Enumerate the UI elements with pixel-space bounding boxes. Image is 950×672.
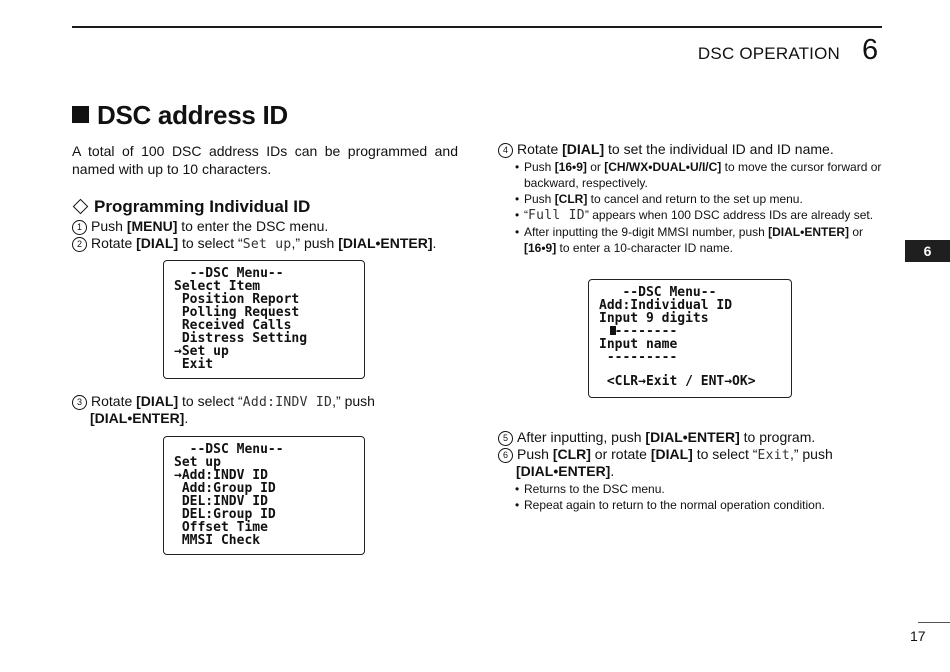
key-label: [DIAL] (562, 141, 605, 157)
step-2: 2 Rotate [DIAL] to select “Set up,” push [DIAL•ENTER]. (72, 235, 436, 253)
step-number: 5 (498, 431, 513, 446)
key-label: [DIAL] (650, 446, 693, 462)
step-6: 6 Push [CLR] or rotate [DIAL] to select “Exit,” push (498, 446, 884, 464)
screen-line: Offset Time (174, 520, 268, 535)
subsection-heading-text: Programming Individual ID (94, 197, 311, 216)
dsc-menu-screen-1 (163, 260, 365, 379)
key-label: [DIAL•ENTER] (645, 429, 740, 445)
lcd-text: Set up (242, 237, 292, 252)
screen-line: Add:Group ID (174, 481, 276, 496)
page-number-rule (918, 622, 950, 623)
step-6-continued: [DIAL•ENTER]. (516, 463, 615, 479)
bullet-item: • Push [16•9] or [CH/WX•DUAL•U/I/C] to move the cursor forward or backward, respectively. (515, 160, 882, 190)
bullet-item: • After inputting the 9-digit MMSI number, push [DIAL•ENTER] or [16•9] to enter a 10-character ID name. (515, 225, 863, 255)
screen-line: --DSC Menu-- (174, 442, 284, 457)
step-3-continued: [DIAL•ENTER]. (90, 410, 189, 426)
screen-line: Received Calls (174, 318, 292, 333)
key-label: [DIAL•ENTER] (90, 410, 185, 426)
screen-line: DEL:INDV ID (174, 494, 268, 509)
step-number: 4 (498, 143, 513, 158)
screen-line: →Add:INDV ID (174, 468, 268, 483)
screen-line: --DSC Menu-- (599, 285, 717, 300)
screen-line: -------- (599, 324, 678, 339)
step-5: 5 After inputting, push [DIAL•ENTER] to program. (498, 429, 815, 446)
bullet-item: • Push [CLR] to cancel and return to the set up menu. (515, 192, 803, 206)
key-label: [DIAL•ENTER] (516, 463, 611, 479)
screen-line: Add:Individual ID (599, 298, 733, 313)
screen-line: Input 9 digits (599, 311, 709, 326)
screen-line: <CLR→Exit / ENT→OK> (599, 374, 756, 389)
bullet-item: • Repeat again to return to the normal operation condition. (515, 498, 825, 512)
screen-line: DEL:Group ID (174, 507, 276, 522)
chapter-number: 6 (862, 34, 879, 66)
lcd-text: Full ID (528, 208, 585, 223)
step-3: 3 Rotate [DIAL] to select “Add:INDV ID,” push (72, 393, 458, 411)
black-square-icon (72, 106, 89, 123)
intro-paragraph: A total of 100 DSC address IDs can be programmed and named with up to 10 characters. (72, 143, 458, 177)
screen-line: Distress Setting (174, 331, 308, 346)
screen-line: --DSC Menu-- (174, 266, 284, 281)
lcd-text: Exit (757, 448, 790, 463)
key-label: [CLR] (552, 446, 591, 462)
screen-line: MMSI Check (174, 533, 261, 548)
screen-line: Set up (174, 455, 221, 470)
top-rule (72, 26, 882, 28)
step-number: 6 (498, 448, 513, 463)
step-number: 1 (72, 220, 87, 235)
section-heading (72, 100, 288, 131)
screen-line: Polling Request (174, 305, 300, 320)
screen-line: →Set up (174, 344, 229, 359)
screen-line: Exit (174, 357, 214, 372)
step-4-bullets (515, 159, 883, 256)
step-4: 4 Rotate [DIAL] to set the individual ID and ID name. (498, 141, 834, 158)
screen-line: Input name (599, 337, 678, 352)
step-6-bullets (515, 481, 883, 513)
key-label: [DIAL•ENTER] (338, 235, 433, 251)
step-number: 3 (72, 395, 87, 410)
section-heading-text: DSC address ID (97, 100, 288, 130)
key-label: [DIAL] (136, 235, 179, 251)
key-label: [MENU] (126, 218, 178, 234)
screen-line: Position Report (174, 292, 300, 307)
dsc-menu-screen-3 (588, 279, 792, 398)
screen-line: Select Item (174, 279, 261, 294)
diamond-icon (73, 199, 89, 215)
chapter-side-tab: 6 (905, 240, 950, 262)
step-1: 1 Push [MENU] to enter the DSC menu. (72, 218, 328, 235)
key-label: [DIAL] (136, 393, 179, 409)
bullet-item: • “Full ID” appears when 100 DSC address IDs are already set. (515, 208, 874, 223)
chapter-title: DSC OPERATION (697, 44, 840, 63)
screen-line: --------- (599, 350, 678, 365)
step-number: 2 (72, 237, 87, 252)
page-number: 17 (910, 628, 926, 644)
subsection-heading (72, 197, 310, 217)
dsc-menu-screen-2 (163, 436, 365, 555)
lcd-text: Add:INDV ID (242, 395, 333, 410)
bullet-item: • Returns to the DSC menu. (515, 482, 665, 496)
